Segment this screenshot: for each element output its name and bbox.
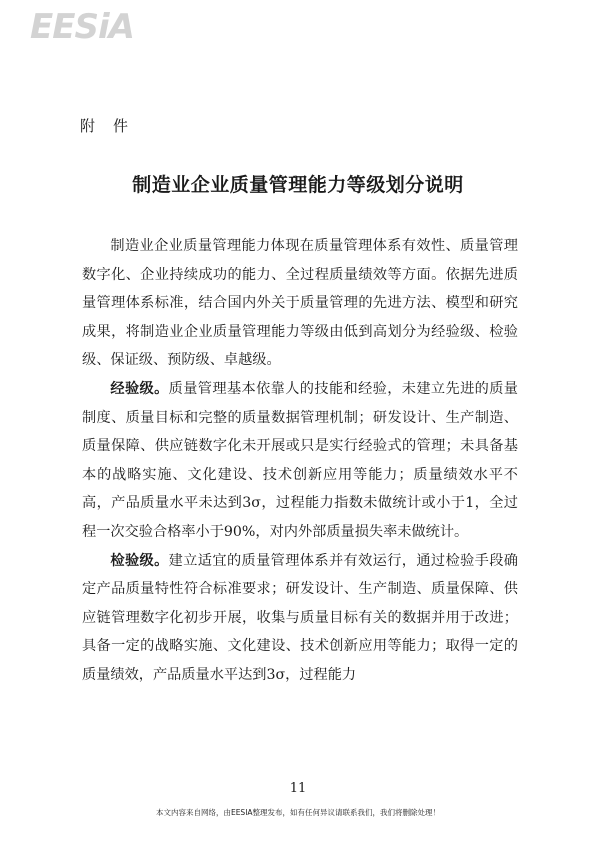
level-inspection-lead: 检验级。 [110, 552, 169, 569]
level-inspection-text: 建立适宜的质量管理体系并有效运行，通过检验手段确定产品质量特性符合标准要求；研发设计、生产制造、质量保障、供应链管理数字化初步开展，收集与质量目标有关的数据并用于改进；具备一定的战略实施、文化建设、技术创新应用等能力；取得一定的质量绩效，产品质量水平达到3σ，过程能力 [82, 552, 518, 683]
level-inspection-paragraph [82, 547, 518, 690]
footer-notice: 本文内容来自网络，由EESIA整理发布，如有任何异议请联系我们，我们将删除处理！ [155, 808, 441, 817]
page-number: 11 [289, 781, 307, 796]
attachment-label: 附件 [80, 117, 147, 135]
level-experience-text: 质量管理基本依靠人的技能和经验，未建立先进的质量制度、质量目标和完整的质量数据管理机制；研发设计、生产制造、质量保障、供应链数字化未开展或只是实行经验式的管理；未具备基本的战略实施、文化建设、技术创新应用等能力；质量绩效水平不高，产品质量水平未达到3σ，过程能力指数未做统计或小于1，全过程一次交验合格率小于90%，对内外部质量损失率未做统计。 [82, 380, 518, 540]
eesia-logo: EESiA [30, 7, 134, 47]
document-body [82, 232, 518, 690]
level-experience-lead: 经验级。 [110, 380, 169, 397]
document-title: 制造业企业质量管理能力等级划分说明 [132, 174, 464, 196]
intro-paragraph: 制造业企业质量管理能力体现在质量管理体系有效性、质量管理数字化、企业持续成功的能力、全过程质量绩效等方面。依据先进质量管理体系标准，结合国内外关于质量管理的先进方法、模型和研究成果，将制造业企业质量管理能力等级由低到高划分为经验级、检验级、保证级、预防级、卓越级。 [82, 238, 518, 369]
level-experience-paragraph [82, 375, 518, 547]
